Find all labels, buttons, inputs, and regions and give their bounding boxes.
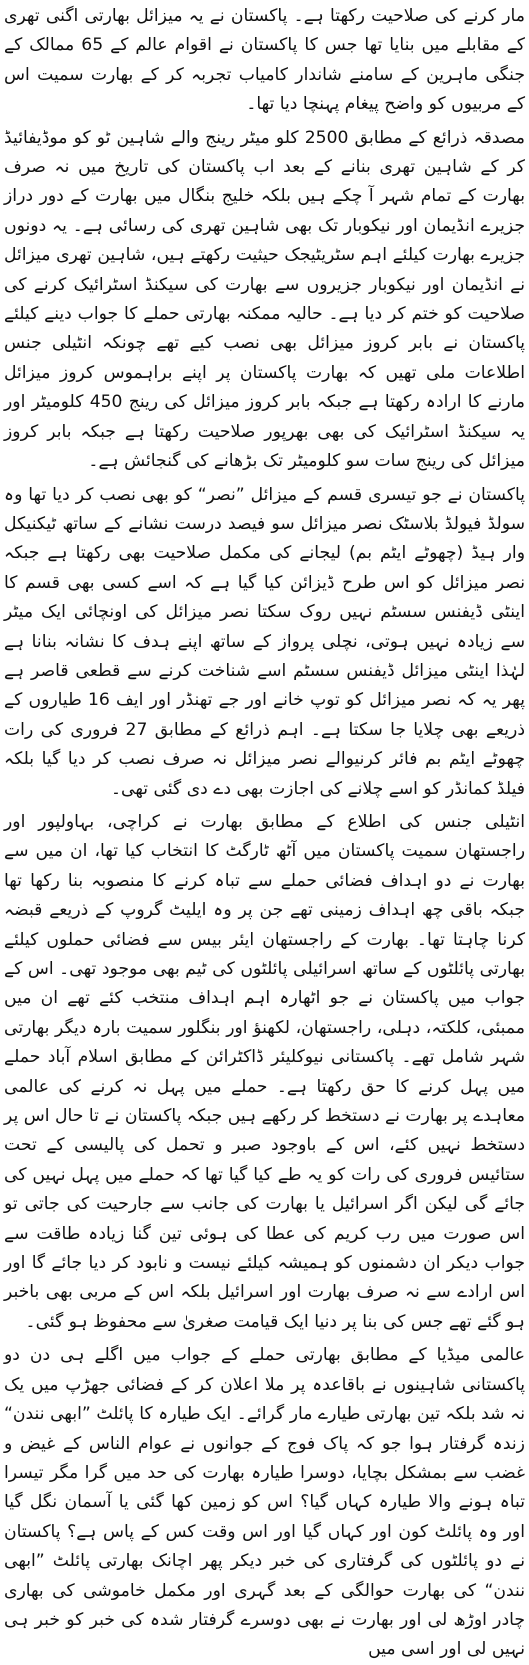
article-page <box>4 2 525 1660</box>
paragraph-1: مار کرنے کی صلاحیت رکھتا ہے۔ پاکستان نے یہ میزائل بھارتی اگنی تھری کے مقابلے میں بنایا تھا جس کا پاکستان نے اقوام عالم کے 65 ممالک کے جنگی ماہرین کے سامنے شاندار کامیاب تجربہ کر کے بھارت سمیت اس کے مربیوں کو واضح پیغام پہنچا دیا تھا۔ <box>4 6 525 115</box>
paragraph-2: مصدقہ ذرائع کے مطابق 2500 کلو میٹر رینج والے شاہین ٹو کو موڈیفائیڈ کر کے شاہین تھری بنانے کے بعد اب پاکستان کی تاریخ میں نہ صرف بھارت کے تمام شہر آ چکے ہیں بلکہ خلیج بنگال میں بھارت کے دور دراز جزیرے انڈیمان اور نیکوبار تک بھی شاہین تھری کی رسائی ہے۔ یہ دونوں جزیرے بھارت کیلئے اہم سٹریٹیجک حیثیت رکھتے ہیں، شاہین تھری میزائل نے انڈیمان اور نیکوبار جزیروں سے بھارت کی سیکنڈ اسٹرائیک کرنے کی صلاحیت کو ختم کر دیا ہے۔ حالیہ ممکنہ بھارتی حملے کا جواب دینے کیلئے پاکستان نے بابر کروز میزائل بھی نصب کیے تھے چونکہ انٹیلی جنس اطلاعات ملی تھیں کہ بھارت پاکستان پر اپنے براہموس کروز میزائل مارنے کا ارادہ رکھتا ہے جبکہ بابر کروز میزائل کی رینج 450 کلومیٹر اور یہ سیکنڈ اسٹرائیک کی بھی بھرپور صلاحیت رکھتا ہے جبکہ بابر کروز میزائل کی رینج سات سو کلومیٹر تک بڑھانے کی گنجائش ہے۔ <box>4 127 525 472</box>
paragraph-3: پاکستان نے جو تیسری قسم کے میزائل ”نصر“ کو بھی نصب کر دیا تھا وہ سولڈ فیولڈ بلاسٹک نصر میزائل سو فیصد درست نشانے کے ساتھ ٹیکنیکل وار ہیڈ (چھوٹے ایٹم بم) لیجانے کی مکمل صلاحیت بھی رکھتا ہے جبکہ نصر میزائل کو اس طرح ڈیزائن کیا گیا ہے کہ اسے کسی بھی قسم کا اینٹی ڈیفنس سسٹم نہیں روک سکتا نصر میزائل کی اونچائی ایک میٹر سے زیادہ نہیں ہوتی، نچلی پرواز کے ساتھ اپنے ہدف کا نشانہ بنانا ہے لہٰذا اینٹی میزائل ڈیفنس سسٹم اسے شناخت کرنے سے قطعی قاصر ہے پھر یہ کہ نصر میزائل کو توپ خانے اور جے تھنڈر اور ایف 16 طیاروں کے ذریعے بھی چلایا جا سکتا ہے۔ اہم ذرائع کے مطابق 27 فروری کی رات چھوٹے ایٹم بم فائر کرنیوالے نصر میزائل نہ صرف نصب کر دیا گیا بلکہ فیلڈ کمانڈر کو اسے چلانے کی اجازت بھی دے دی گئی تھی۔ <box>4 484 525 799</box>
paragraph-4: انٹیلی جنس کی اطلاع کے مطابق بھارت نے کراچی، بہاولپور اور راجستھان سمیت پاکستان میں آٹھ ٹارگٹ کا انتخاب کیا تھا، ان میں سے بھارت نے دو اہداف فضائی حملے سے تباہ کرنے کا منصوبہ بنا رکھا تھا جبکہ باقی چھ اہداف زمینی تھے جن پر وہ ایلیٹ گروپ کے ذریعے قبضہ کرنا چاہتا تھا۔ بھارت کے راجستھان ایئر بیس سے فضائی حملوں کیلئے بھارتی پائلٹوں کے ساتھ اسرائیلی پائلٹوں کی ٹیم بھی موجود تھی۔ اس کے جواب میں پاکستان نے جو اٹھارہ اہم اہداف منتخب کئے تھے ان میں ممبئی، کلکتہ، دہلی، راجستھان، لکھنؤ اور بنگلور سمیت بارہ دیگر بھارتی شہر شامل تھے۔ پاکستانی نیوکلیئر ڈاکٹرائن کے مطابق اسلام آباد حملے میں پہل کرنے کا حق رکھتا ہے۔ حملے میں پہل نہ کرنے کی عالمی معاہدے پر بھارت نے دستخط کر رکھے ہیں جبکہ پاکستان نے تا حال اس پر دستخط نہیں کئے، اس کے باوجود صبر و تحمل کی پالیسی کے تحت ستائیس فروری کی رات کو یہ طے کیا گیا تھا کہ حملے میں پہل نہیں کی جائے گی لیکن اگر اسرائیل یا بھارت کی جانب سے جارحیت کی جاتی تو اس صورت میں رب کریم کی عطا کی ہوئی تین گنا زیادہ طاقت سے جواب دیکر ان دشمنوں کو ہمیشہ کیلئے نیست و نابود کر دیا جائے گا اور اس ارادے سے نہ صرف بھارت اور اسرائیل بلکہ اس کے مربی بھی باخبر ہو گئے تھے جس کی بنا پر دنیا ایک قیامت صغریٰ سے محفوظ ہو گئی۔ <box>4 811 525 1332</box>
paragraph-5: عالمی میڈیا کے مطابق بھارتی حملے کے جواب میں اگلے ہی دن دو پاکستانی شاہینوں نے باقاعدہ پر ملا اعلان کر کے فضائی جھڑپ میں یک نہ شد بلکہ تین بھارتی طیارے مار گرائے۔ ایک طیارہ کا پائلٹ ”ابھی نندن“ زندہ گرفتار ہوا جو کہ پاک فوج کے جوانوں نے عوام الناس کے غیض و غضب سے بمشکل بچایا، دوسرا طیارہ بھارت کی حد میں گرا مگر تیسرا تباہ ہونے والا طیارہ کہاں گیا؟ اس کو زمین کھا گئی یا آسمان نگل گیا اور وہ پائلٹ کون اور کہاں گیا اور اس وقت کس کے پاس ہے؟ پاکستان نے دو پائلٹوں کی گرفتاری کی خبر دیکر پھر اچانک بھارتی پائلٹ ”ابھی نندن“ کی بھارت حوالگی کے بعد گہری اور مکمل خاموشی کی بھاری چادر اوڑھ لی اور بھارت نے بھی دوسرے گرفتار شدہ کی خبر کو خبر ہی نہیں لی اور اسی میں <box>4 1345 525 1660</box>
